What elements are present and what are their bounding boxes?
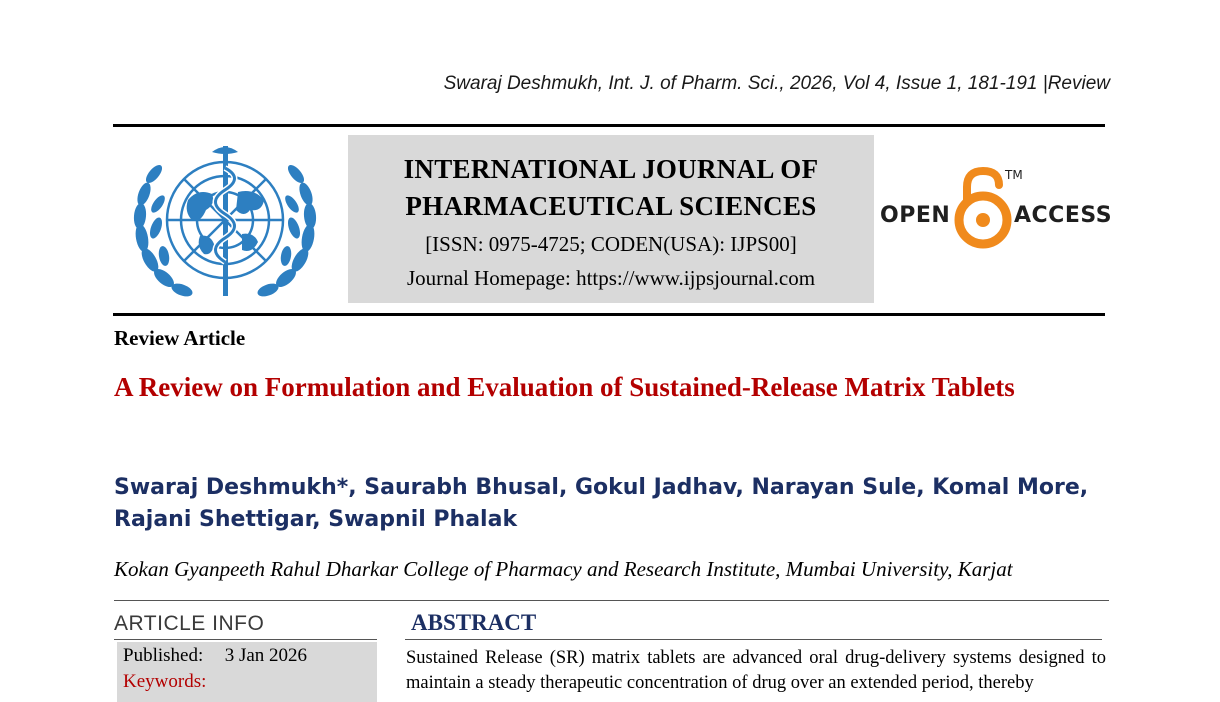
journal-name <box>348 151 874 225</box>
journal-name-line1: INTERNATIONAL JOURNAL OF <box>403 154 819 184</box>
journal-homepage: Journal Homepage: https://www.ijpsjournal.com <box>406 266 816 290</box>
journal-banner <box>348 135 874 303</box>
section-divider <box>114 600 1109 601</box>
globe-caduceus-emblem-icon <box>126 138 324 306</box>
header-rule-top <box>113 124 1105 127</box>
journal-name-line2: PHARMACEUTICAL SCIENCES <box>405 191 817 221</box>
published-row <box>123 645 307 667</box>
article-title: A Review on Formulation and Evaluation of Sustained-Release Matrix Tablets <box>114 372 1015 402</box>
keywords-label: Keywords: <box>123 671 207 692</box>
author-list-line1: Swaraj Deshmukh*, Saurabh Bhusal, Gokul Jadhav, Narayan Sule, Komal More, <box>114 475 1089 500</box>
article-type: Review Article <box>114 326 246 350</box>
abstract-text: Sustained Release (SR) matrix tablets are advanced oral drug-delivery systems designed to maintain a steady therapeutic concentration of drug over an extended period, thereby <box>406 648 1106 693</box>
article-info-box <box>117 642 377 702</box>
open-access-access-text: ACCESS <box>1014 203 1113 228</box>
header-rule-bottom <box>113 313 1105 316</box>
abstract-rule <box>405 639 1102 640</box>
author-list <box>114 472 1104 536</box>
trademark-mark: TM <box>1005 168 1023 182</box>
published-date: 3 Jan 2026 <box>224 645 308 666</box>
article-info-heading: ARTICLE INFO <box>114 612 265 635</box>
open-lock-icon <box>953 165 1013 251</box>
open-access-open-text: OPEN <box>880 203 951 228</box>
running-header: Swaraj Deshmukh, Int. J. of Pharm. Sci., 2026, Vol 4, Issue 1, 181-191 |Review <box>443 73 1110 94</box>
journal-issn: [ISSN: 0975-4725; CODEN(USA): IJPS00] <box>425 232 797 256</box>
abstract-heading: ABSTRACT <box>411 610 537 635</box>
affiliation: Kokan Gyanpeeth Rahul Dharkar College of Pharmacy and Research Institute, Mumbai University, Karjat <box>114 557 1013 581</box>
open-access-logo <box>880 165 1113 251</box>
article-info-rule <box>114 639 377 640</box>
author-list-line2: Rajani Shettigar, Swapnil Phalak <box>114 507 518 532</box>
published-label: Published: <box>123 645 204 666</box>
